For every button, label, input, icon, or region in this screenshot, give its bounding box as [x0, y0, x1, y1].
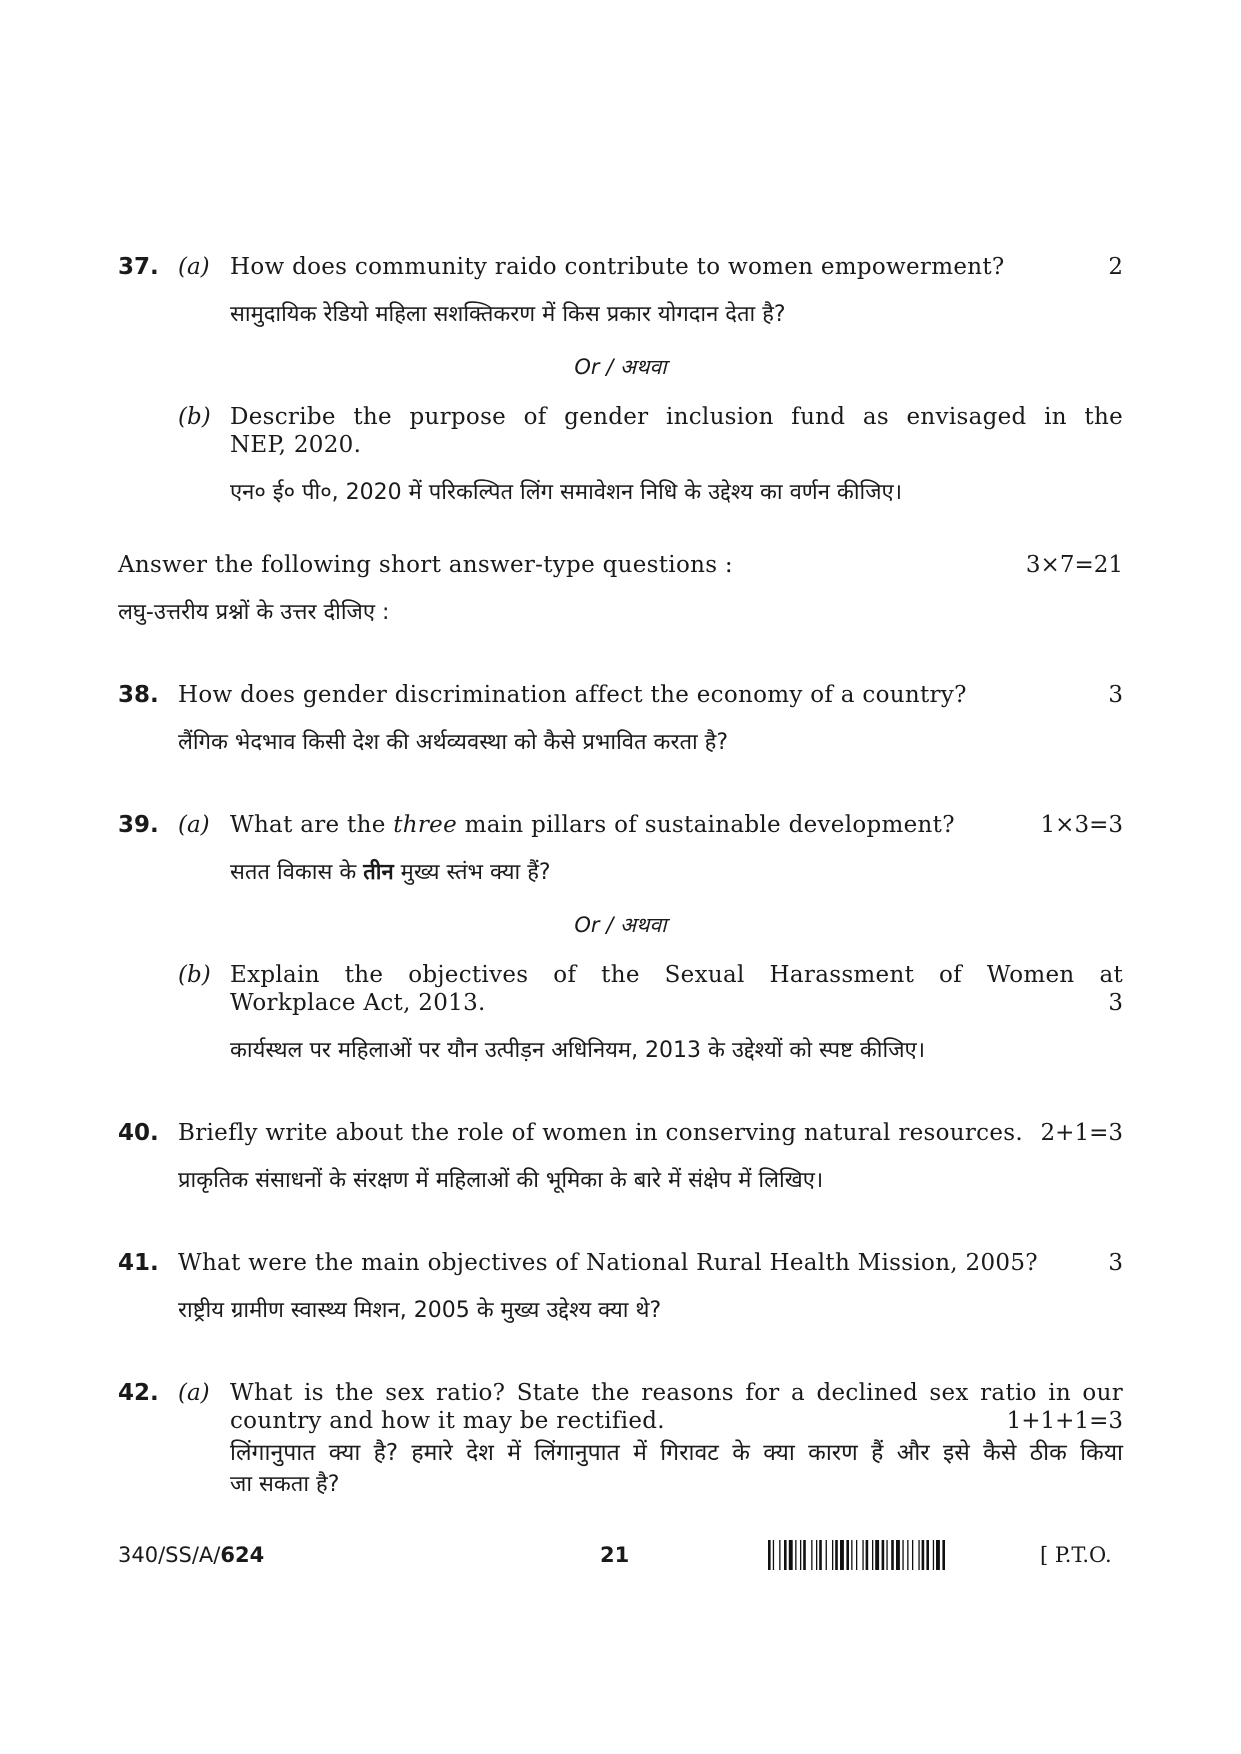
q38-hindi: लैंगिक भेदभाव किसी देश की अर्थव्यवस्था को कैसे प्रभावित करता है? — [178, 730, 729, 755]
q37-part-b-hindi: एन० ई० पी०, 2020 में परिकल्पित लिंग समावेशन निधि के उद्देश्य का वर्णन कीजिए। — [230, 480, 903, 505]
q37-part-a-marks: 2 — [1108, 254, 1123, 280]
q40-english: Briefly write about the role of women in conserving natural resources. — [178, 1120, 1023, 1146]
pto-label: [ P.T.O. — [1040, 1543, 1112, 1567]
q39-part-a-hindi: सतत विकास के तीन मुख्य स्तंभ क्या हैं? — [230, 860, 551, 885]
q39-part-b-marks: 3 — [1108, 990, 1123, 1016]
q39-or-divider: Or / अथवा — [574, 913, 667, 937]
q39-part-a-label: (a) — [178, 812, 210, 838]
question-number-39: 39. — [118, 812, 159, 838]
q37-or-divider: Or / अथवा — [574, 355, 667, 379]
q40-marks: 2+1=3 — [1040, 1120, 1123, 1146]
q39-part-b-english-line-2: Workplace Act, 2013. — [230, 990, 486, 1016]
question-number-37: 37. — [118, 254, 159, 280]
q37-part-b-label: (b) — [178, 404, 211, 430]
q41-marks: 3 — [1108, 1250, 1123, 1276]
q37-part-b-english-line-1: Describe the purpose of gender inclusion fund as envisaged in the — [230, 404, 1123, 430]
q37-part-a-hindi: सामुदायिक रेडियो महिला सशक्तिकरण में किस प्रकार योगदान देता है? — [230, 302, 786, 327]
barcode-image — [768, 1540, 1028, 1570]
paper-code: 340/SS/A/624 — [118, 1543, 265, 1567]
q39-part-a-english: What are the three main pillars of sustainable development? — [230, 812, 955, 838]
section-marks: 3×7=21 — [1025, 552, 1123, 578]
section-instruction-hindi: लघु-उत्तरीय प्रश्नों के उत्तर दीजिए : — [118, 600, 390, 625]
q42-hindi-line-2: जा सकता है? — [230, 1472, 340, 1497]
question-number-42: 42. — [118, 1380, 159, 1406]
q38-marks: 3 — [1108, 682, 1123, 708]
q37-part-b-english-line-2: NEP, 2020. — [230, 432, 362, 458]
q37-part-a-label: (a) — [178, 254, 210, 280]
q39-part-b-hindi: कार्यस्थल पर महिलाओं पर यौन उत्पीड़न अधिनियम, 2013 के उद्देश्यों को स्पष्ट कीजिए। — [230, 1038, 926, 1063]
q37-part-a-english: How does community raido contribute to women empowerment? — [230, 254, 1005, 280]
q41-hindi: राष्ट्रीय ग्रामीण स्वास्थ्य मिशन, 2005 के मुख्य उद्देश्य क्या थे? — [178, 1298, 662, 1323]
question-number-40: 40. — [118, 1120, 159, 1146]
q39-part-a-marks: 1×3=3 — [1040, 812, 1123, 838]
q42-hindi-line-1: लिंगानुपात क्या है? हमारे देश में लिंगानुपात में गिरावट के क्या कारण हैं और इसे कैसे ठीक किया — [230, 1440, 1123, 1466]
q42-english-line-2: country and how it may be rectified. — [230, 1408, 665, 1434]
q38-english: How does gender discrimination affect the economy of a country? — [178, 682, 967, 708]
q39-part-b-label: (b) — [178, 962, 211, 988]
q42-marks: 1+1+1=3 — [1006, 1408, 1123, 1434]
section-instruction-english: Answer the following short answer-type questions : — [118, 552, 733, 578]
q39-part-b-english-line-1: Explain the objectives of the Sexual Harassment of Women at — [230, 962, 1123, 988]
question-number-38: 38. — [118, 682, 159, 708]
page-number: 21 — [600, 1543, 630, 1567]
q40-hindi: प्राकृतिक संसाधनों के संरक्षण में महिलाओं की भूमिका के बारे में संक्षेप में लिखिए। — [178, 1168, 824, 1193]
q42-part-a-label: (a) — [178, 1380, 210, 1406]
q41-english: What were the main objectives of National Rural Health Mission, 2005? — [178, 1250, 1038, 1276]
q42-english-line-1: What is the sex ratio? State the reasons for a declined sex ratio in our — [230, 1380, 1123, 1406]
question-number-41: 41. — [118, 1250, 159, 1276]
